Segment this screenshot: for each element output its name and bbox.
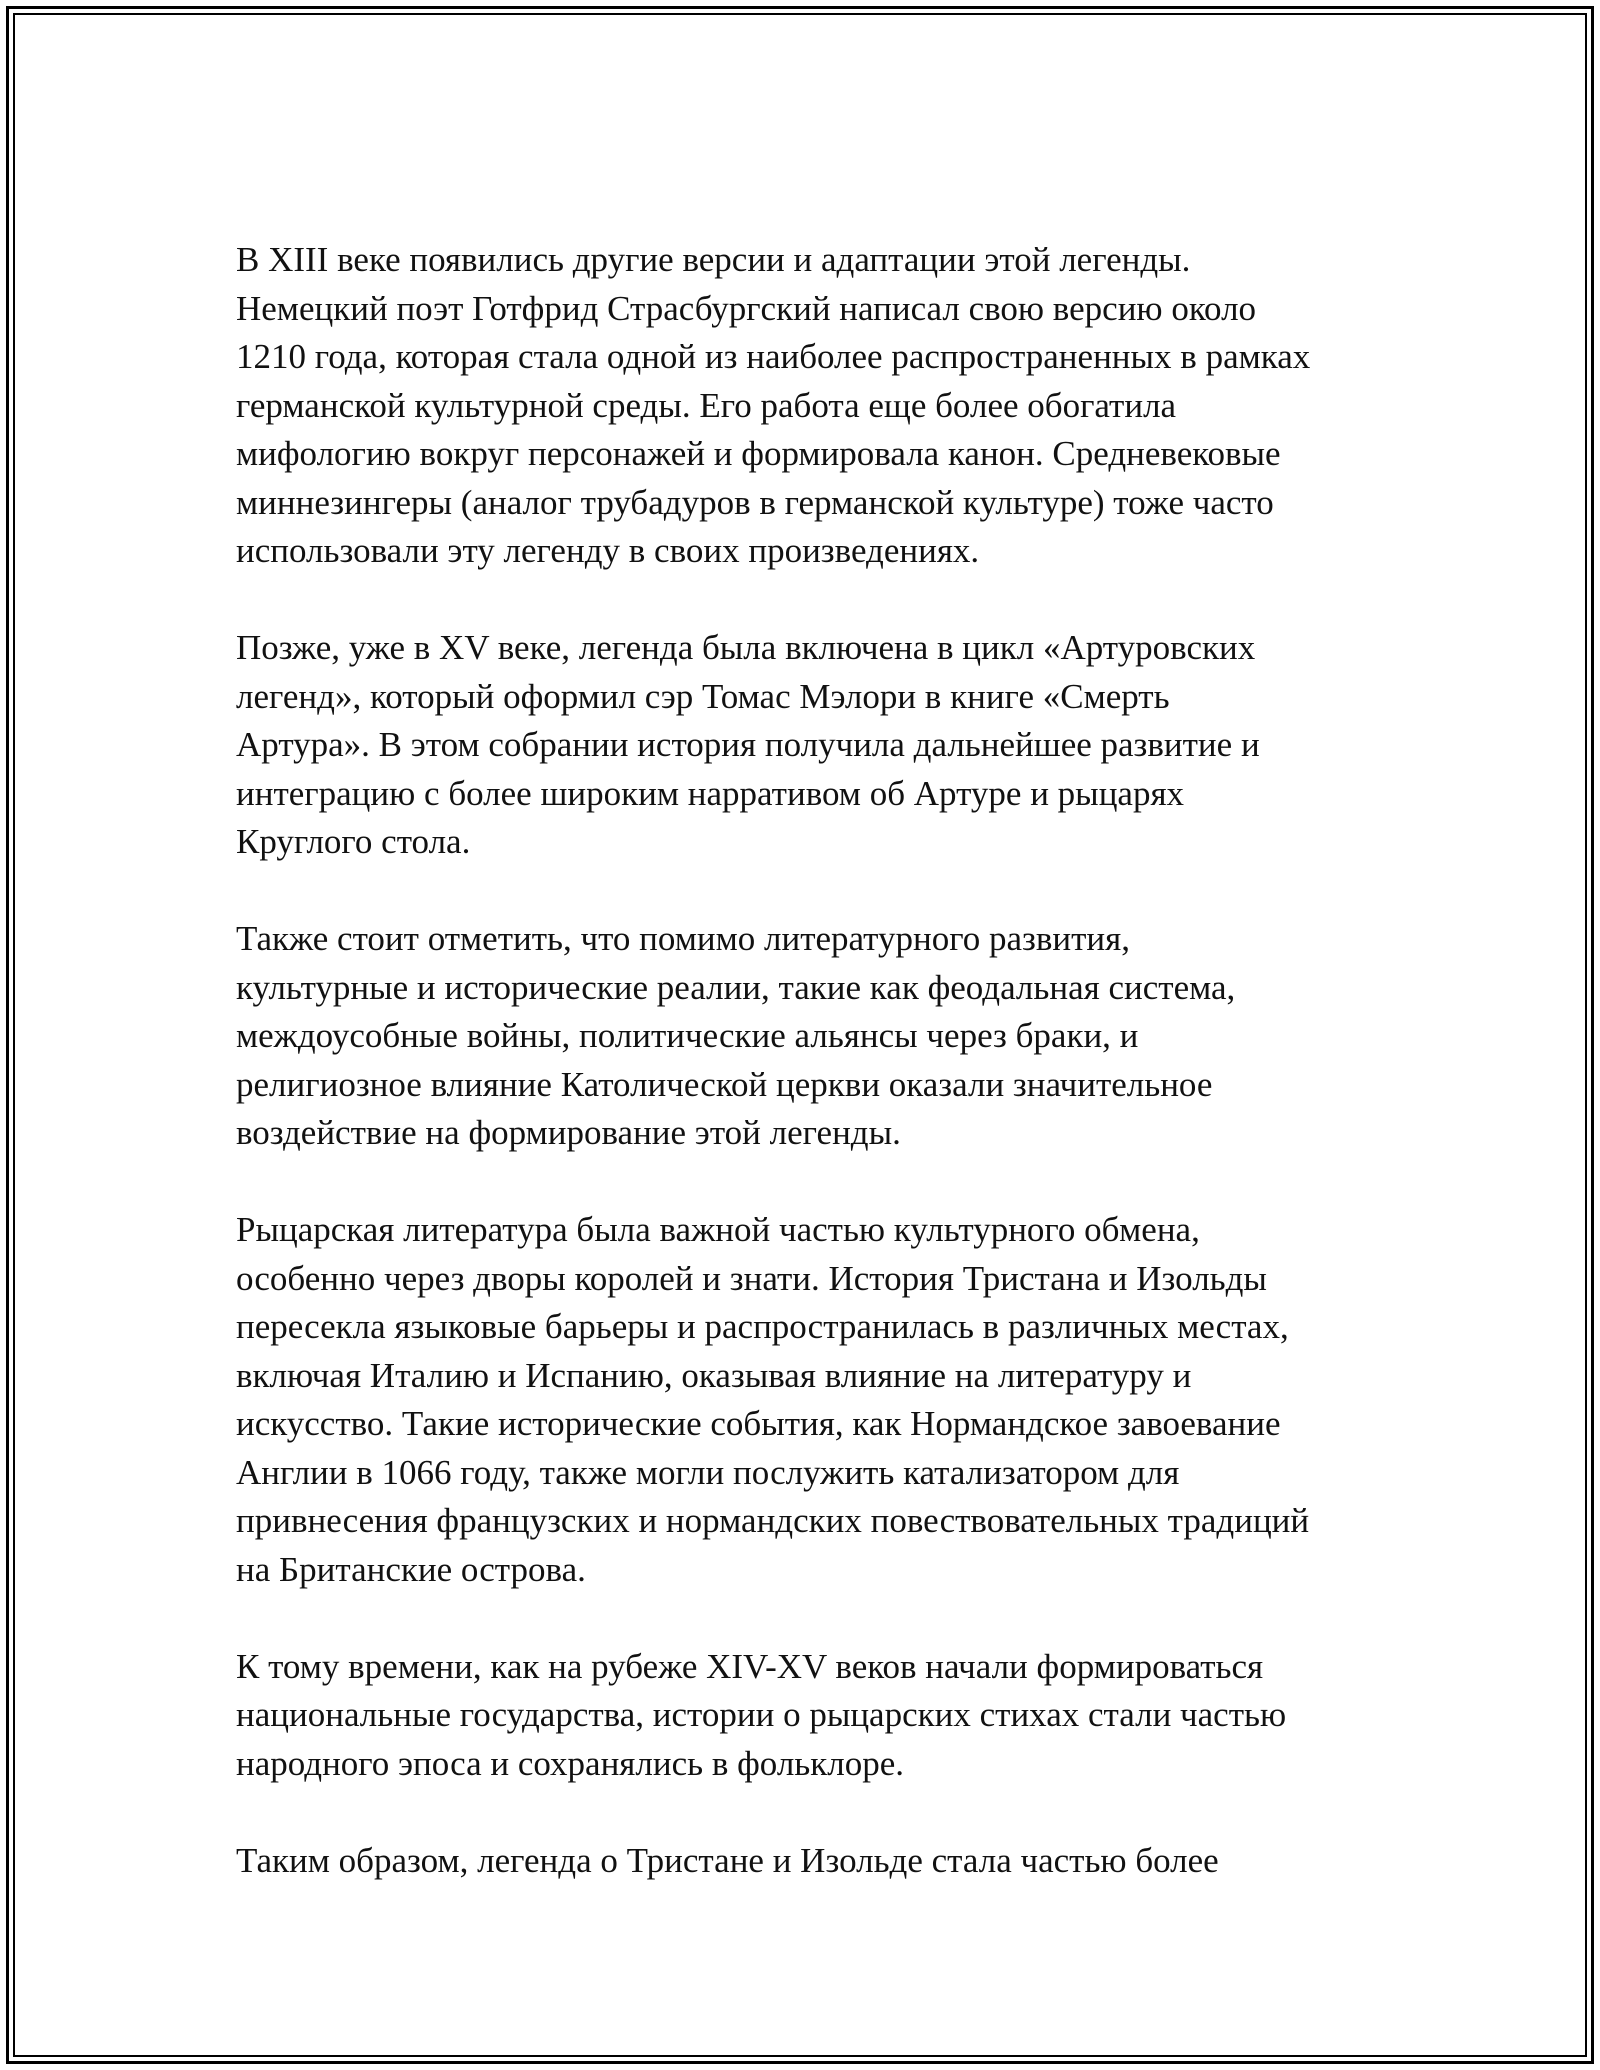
paragraph-4: Рыцарская литература была важной частью культурного обмена, особенно через дворы королей и знати. История Тристана и Изольды пересекла языковые барьеры и распространилась в различных местах, включая Италию и Испанию, оказывая влияние на литературу и искусство. Такие исторические события, как Нормандское завоевание Англии в 1066 году, также могли послужить катализатором для привнесения французских и нормандских повествовательных традиций на Британские острова. <box>236 1210 1310 1589</box>
paragraph-2: Позже, уже в XV веке, легенда была включена в цикл «Артуровских легенд», который оформил сэр Томас Мэлори в книге «Смерть Артура». В этом собрании история получила дальнейшее развитие и интеграцию с более широким нарративом об Артуре и рыцарях Круглого стола. <box>236 628 1260 861</box>
paragraph-6: Таким образом, легенда о Тристане и Изольде стала частью более <box>236 1840 1219 1880</box>
paragraph-5: К тому времени, как на рубеже XIV-XV веков начали формироваться национальные государства, истории о рыцарских стихах стали частью народного эпоса и сохранялись в фольклоре. <box>236 1646 1287 1783</box>
document-body <box>236 236 1396 1934</box>
paragraph-1: В XIII веке появились другие версии и адаптации этой легенды. Немецкий поэт Готфрид Страсбургский написал свою версию около 1210 года, которая стала одной из наиболее распространенных в рамках германской культурной среды. Его работа еще более обогатила мифологию вокруг персонажей и формировала канон. Средневековые миннезингеры (аналог трубадуров в германской культуре) тоже часто использовали эту легенду в своих произведениях. <box>236 240 1311 570</box>
paragraph-3: Также стоит отметить, что помимо литературного развития, культурные и исторические реалии, такие как феодальная система, междоусобные войны, политические альянсы через браки, и религиозное влияние Католической церкви оказали значительное воздействие на формирование этой легенды. <box>236 919 1236 1152</box>
